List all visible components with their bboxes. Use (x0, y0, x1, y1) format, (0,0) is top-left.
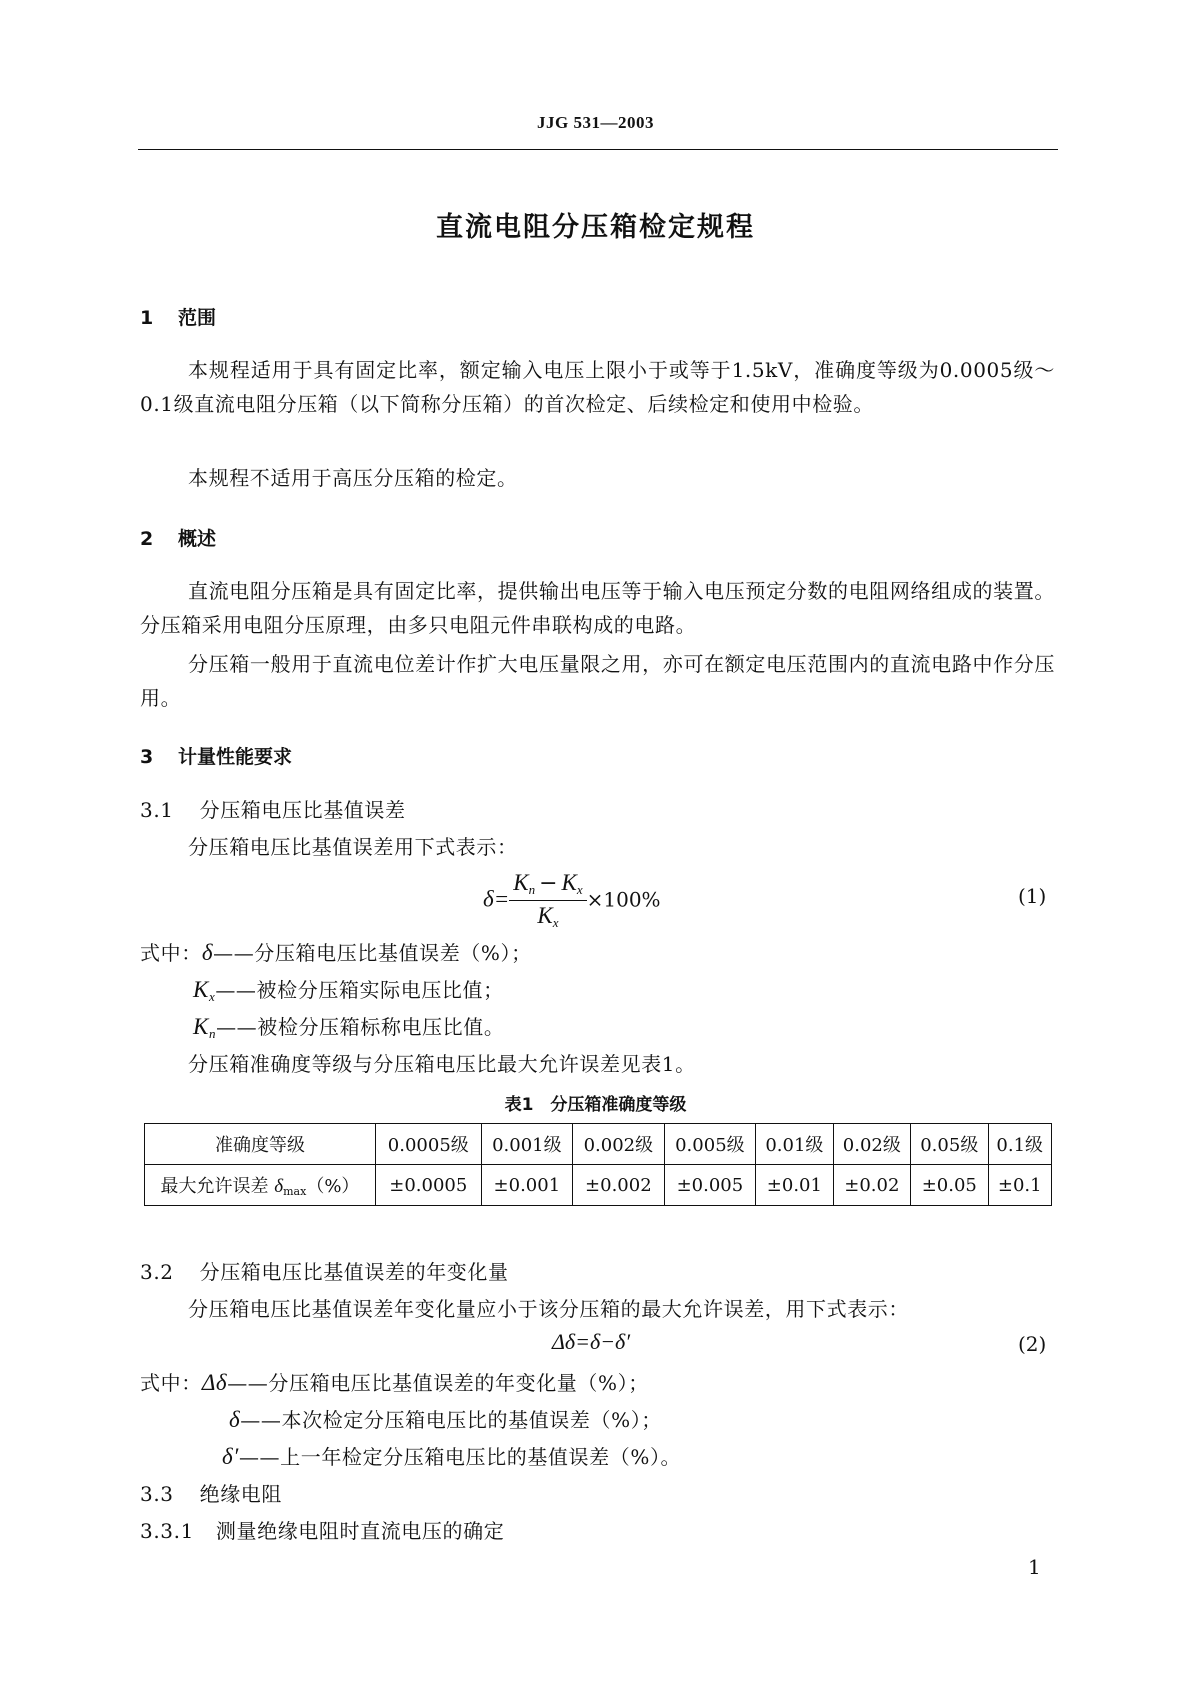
subsection-title: 分压箱电压比基值误差的年变化量 (199, 1260, 509, 1284)
symbol-subscript: x (576, 882, 583, 897)
table-1-caption: 表1 分压箱准确度等级 (504, 1095, 687, 1115)
page-number: 1 (1028, 1555, 1041, 1579)
row-header-text: 最大允许误差 (160, 1176, 269, 1197)
document-title: 直流电阻分压箱检定规程 (436, 212, 755, 243)
error-cell: ±0.02 (833, 1165, 910, 1206)
paragraph-scope-exclusion: 本规程不适用于高压分压箱的检定。 (188, 466, 518, 490)
subsection-3-3-heading (140, 1477, 282, 1511)
equation-2-def-delta (229, 1403, 662, 1437)
equation-2-def-delta-delta (140, 1366, 649, 1400)
document-code-header: JJG 531—2003 (537, 113, 654, 132)
section-title: 范围 (178, 307, 217, 329)
symbol-subscript: x (552, 915, 559, 930)
subsection-number: 3.1 (140, 798, 174, 822)
equation-1-def-kn (193, 1010, 504, 1051)
section-2-heading (140, 524, 216, 551)
subsection-title: 绝缘电阻 (199, 1482, 283, 1506)
section-number: 3 (140, 746, 154, 768)
subsection-title: 测量绝缘电阻时直流电压的确定 (215, 1519, 505, 1543)
def-text: ——本次检定分压箱电压比的基值误差（%）； (240, 1408, 662, 1432)
where-label: 式中： (140, 1371, 202, 1395)
section-1-heading (140, 303, 216, 330)
grade-cell: 0.005级 (664, 1124, 756, 1165)
subsection-number: 3.3 (140, 1482, 174, 1506)
row-header-unit: （%） (306, 1176, 360, 1197)
equation-1-def-kx (193, 973, 504, 1014)
section-number: 1 (140, 307, 154, 329)
def-text: ——被检分压箱标称电压比值。 (216, 1015, 505, 1039)
table-row-grades (145, 1124, 1052, 1165)
grade-cell: 0.001级 (481, 1124, 573, 1165)
section-number: 2 (140, 528, 154, 550)
symbol-subscript: n (528, 882, 536, 897)
error-cell: ±0.05 (911, 1165, 988, 1206)
def-symbol: Δδ (201, 1370, 228, 1395)
symbol-K: K (537, 903, 553, 928)
equation-1-intro: 分压箱电压比基值误差用下式表示： (188, 835, 518, 859)
error-cell: ±0.01 (756, 1165, 833, 1206)
where-label: 式中： (140, 941, 202, 965)
grade-cell: 0.1级 (988, 1124, 1052, 1165)
paragraph-overview-2: 分压箱一般用于直流电位差计作扩大电压量限之用，亦可在额定电压范围内的直流电路中作分压用。 (140, 652, 1055, 710)
subsection-number: 3.3.1 (140, 1519, 194, 1543)
grade-cell: 0.02级 (833, 1124, 910, 1165)
row-header-grade: 准确度等级 (145, 1124, 376, 1165)
def-symbol-subscript: x (208, 989, 216, 1004)
error-cell: ±0.0005 (376, 1165, 482, 1206)
equation-2-intro: 分压箱电压比基值误差年变化量应小于该分压箱的最大允许误差，用下式表示： (188, 1297, 909, 1321)
grade-cell: 0.05级 (911, 1124, 988, 1165)
equation-1-number: (1) (1018, 884, 1047, 908)
def-text: ——分压箱电压比基值误差（%）； (213, 941, 532, 965)
grade-cell: 0.002级 (573, 1124, 665, 1165)
section-3-heading (140, 742, 292, 769)
def-symbol: K (193, 1014, 209, 1039)
subsection-3-3-1-heading (140, 1514, 504, 1548)
grade-cell: 0.0005级 (376, 1124, 482, 1165)
def-symbol: δ′ (222, 1444, 239, 1469)
equation-2: Δδ=δ−δ′ (552, 1329, 631, 1354)
table-row-errors (145, 1165, 1052, 1206)
section-title: 计量性能要求 (178, 746, 293, 768)
error-cell: ±0.005 (664, 1165, 756, 1206)
def-symbol-subscript: n (208, 1026, 217, 1041)
equation-1-def-delta (140, 936, 532, 970)
def-text: ——分压箱电压比基值误差的年变化量（%）； (227, 1371, 649, 1395)
grade-cell: 0.01级 (756, 1124, 833, 1165)
symbol-K: K (561, 870, 577, 895)
def-symbol: δ (201, 940, 214, 965)
subsection-title: 分压箱电压比基值误差 (199, 798, 406, 822)
error-cell: ±0.002 (573, 1165, 665, 1206)
error-cell: ±0.1 (988, 1165, 1052, 1206)
subsection-number: 3.2 (140, 1260, 174, 1284)
def-symbol: δ (229, 1407, 241, 1432)
def-text: ——被检分压箱实际电压比值； (215, 978, 504, 1002)
equation-2-def-delta-prime (222, 1440, 681, 1474)
delta-symbol: δ (274, 1176, 284, 1197)
equation-fraction (509, 870, 586, 931)
def-symbol: K (193, 977, 209, 1002)
error-cell: ±0.001 (481, 1165, 573, 1206)
section-title: 概述 (178, 528, 217, 550)
equation-lhs: δ= (483, 886, 510, 912)
row-header-max-error (145, 1165, 376, 1206)
minus-sign: − (539, 871, 558, 896)
subsection-3-2-heading (140, 1255, 509, 1289)
paragraph-scope: 本规程适用于具有固定比率，额定输入电压上限小于或等于1.5kV，准确度等级为0.0005级～0.1级直流电阻分压箱（以下简称分压箱）的首次检定、后续检定和使用中检验。 (140, 358, 1055, 416)
table-1-reference: 分压箱准确度等级与分压箱电压比最大允许误差见表1。 (188, 1052, 696, 1076)
delta-subscript: max (283, 1185, 307, 1198)
header-rule (138, 149, 1058, 150)
equation-1 (483, 870, 661, 931)
accuracy-table (144, 1123, 1052, 1206)
equation-2-number: (2) (1018, 1332, 1047, 1356)
paragraph-overview-1: 直流电阻分压箱是具有固定比率，提供输出电压等于输入电压预定分数的电阻网络组成的装置。分压箱采用电阻分压原理，由多只电阻元件串联构成的电路。 (140, 579, 1055, 637)
equation-rhs: ×100% (586, 887, 661, 912)
subsection-3-1-heading (140, 793, 406, 827)
symbol-K: K (513, 870, 529, 895)
def-text: ——上一年检定分压箱电压比的基值误差（%）。 (238, 1445, 682, 1469)
